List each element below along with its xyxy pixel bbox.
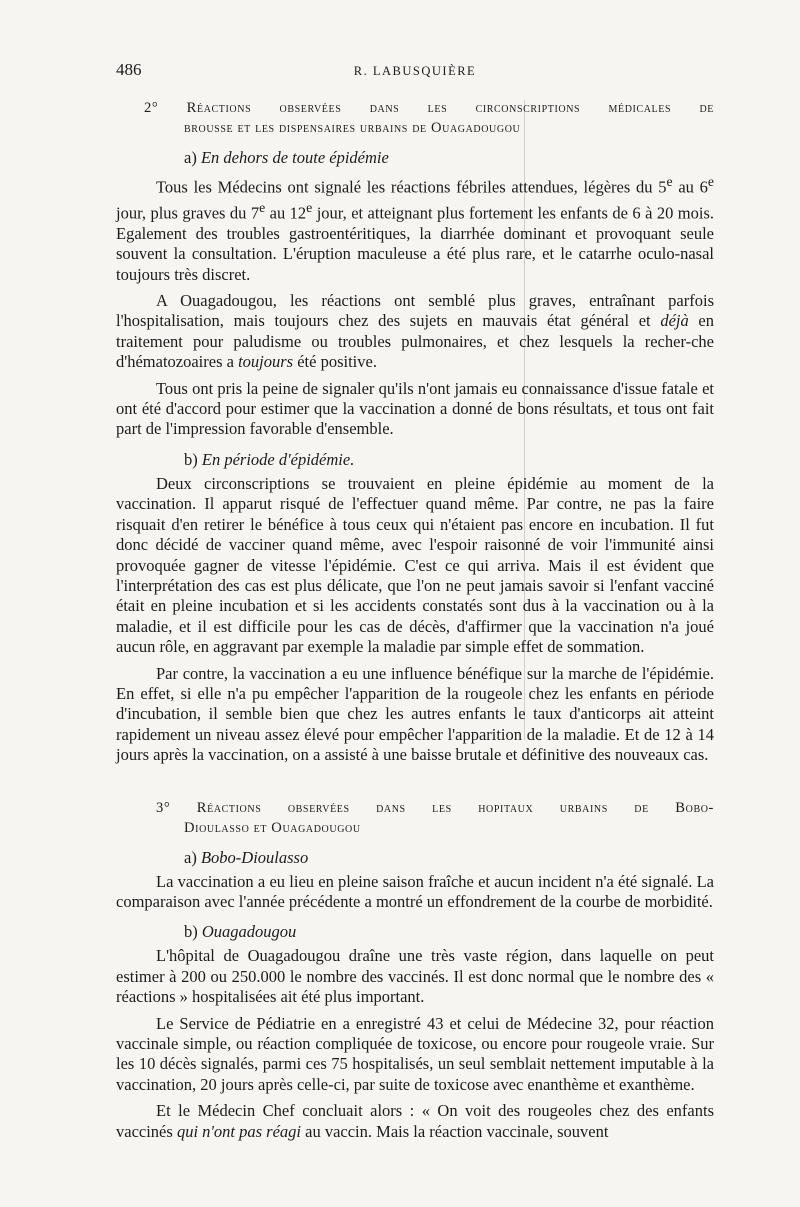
subsection-2b-heading xyxy=(116,450,714,470)
subsection-3b-heading xyxy=(116,922,714,942)
paragraph-3a-1: La vaccination a eu lieu en pleine saison fraîche et aucun incident n'a été signalé. La comparaison avec l'année précédente a montré un effondrement de la courbe de morbidité. xyxy=(116,871,714,911)
subsection-3a-heading xyxy=(116,848,714,868)
section-2-heading xyxy=(116,98,714,138)
subsection-title: En période d'épidémie. xyxy=(201,449,355,469)
paragraph-2a-2: A Ouagadougou, les réactions ont semblé plus graves, entraînant parfois l'hospitalisation, mais toujours chez des sujets en mauvais état général et déjà en traitement pour paludisme ou troubles pulmonaires, et chez lesquels la recher-che d'hématozoaires a toujours été positive. xyxy=(116,291,714,372)
subsection-title: En dehors de toute épidémie xyxy=(200,148,389,167)
paragraph-3b-2: Le Service de Pédiatrie en a enregistré 43 et celui de Médecine 32, pour réaction vaccinale simple, ou réaction compliquée de toxicose, ou encore pour rougeole vraie. Sur les 10 décès signalés, parmi ces 75 hospitalisés, un seul semblait nettement imputable à la vaccination, 20 jours après celle-ci, par suite de toxicose avec enanthème et exanthème. xyxy=(116,1013,714,1094)
running-title: R. LABUSQUIÈRE xyxy=(353,64,477,78)
subsection-label: b) xyxy=(184,922,198,942)
paragraph-2b-2: Par contre, la vaccination a eu une influence bénéfique sur la marche de l'épidémie. En effet, si elle n'a pu empêcher l'apparition de la rougeole chez les enfants en période d'incubation, il semble bien que chez les autres enfants le taux d'anticorps ait atteint rapidement un niveau assez élevé pour empêcher l'apparition de la maladie. Et de 12 à 14 jours après la vaccination, on a assisté à une baisse brutale et définitive des nouveaux cas. xyxy=(116,663,714,765)
subsection-title: Ouagadougou xyxy=(201,922,297,942)
section-3-heading-line-2: Dioulasso et Ouagadougou xyxy=(184,819,361,836)
section-2-heading-line-1: 2° Réactions observées dans les circonscriptions médicales de xyxy=(144,100,714,116)
subsection-label: b) xyxy=(184,449,198,469)
paragraph-3b-1: L'hôpital de Ouagadougou draîne une très vaste région, dans laquelle on peut estimer à 200 ou 250.000 le nombre des vaccinés. Il est donc normal que le nombre des « réactions » hospitalisées ait été plus important. xyxy=(116,946,714,1007)
subsection-2a-heading xyxy=(116,148,714,168)
page-number: 486 xyxy=(116,60,142,79)
paragraph-2a-1: Tous les Médecins ont signalé les réactions fébriles attendues, légères du 5e au 6e jour, plus graves du 7e au 12e jour, et atteignant plus fortement les enfants de 6 à 20 mois. Egalement des troubles gastroentéritiques, la diarrhée dominant et provoquant seule souvent la consultation. L'éruption maculeuse a été plus rare, et le catarrhe oculo-nasal toujours très discret. xyxy=(116,174,714,284)
paragraph-3b-3: Et le Médecin Chef concluait alors : « On voit des rougeoles chez des enfants vaccinés qui n'ont pas réagi au vaccin. Mais la réaction vaccinale, souvent xyxy=(116,1101,714,1141)
paragraph-2b-1: Deux circonscriptions se trouvaient en pleine épidémie au moment de la vaccination. Il apparut risqué de l'effectuer quand même. Par contre, ne pas la faire risquait d'en retirer le bénéfice à tous ceux qui n'étaient pas encore en incubation. Il fut donc décidé de vacciner quand même, avec l'espoir raisonné de voir l'immunité ainsi provoquée gagner de vitesse l'épidémie. C'est ce qui arriva. Mais il est évident que l'interprétation des cas est plus délicate, que l'on ne peut jamais savoir si l'enfant vacciné était en pleine incubation et si les accidents constatés sont dus à la vaccination ou à la maladie, et il est difficile pour les cas de décès, d'affirmer que la vaccination n'a joué aucun rôle, en aggravant par exemple la maladie par simple effet de sommation. xyxy=(116,473,714,657)
document-page xyxy=(116,58,714,1142)
subsection-title: Bobo-Dioulasso xyxy=(200,847,309,867)
section-3-heading-line-1: 3° Réactions observées dans les hopitaux urbains de Bobo- xyxy=(156,799,714,816)
paragraph-2a-3: Tous ont pris la peine de signaler qu'ils n'ont jamais eu connaissance d'issue fatale et ont été d'accord pour estimer que la vaccination a donné de bons résultats, et tous ont fait part de l'impression favorable d'ensemble. xyxy=(116,378,714,439)
section-3-heading xyxy=(116,798,714,838)
page-header xyxy=(116,58,714,88)
subsection-label: a) xyxy=(184,148,197,167)
section-2-heading-line-2: brousse et les dispensaires urbains de Ouagadougou xyxy=(184,120,521,136)
subsection-label: a) xyxy=(184,847,197,867)
